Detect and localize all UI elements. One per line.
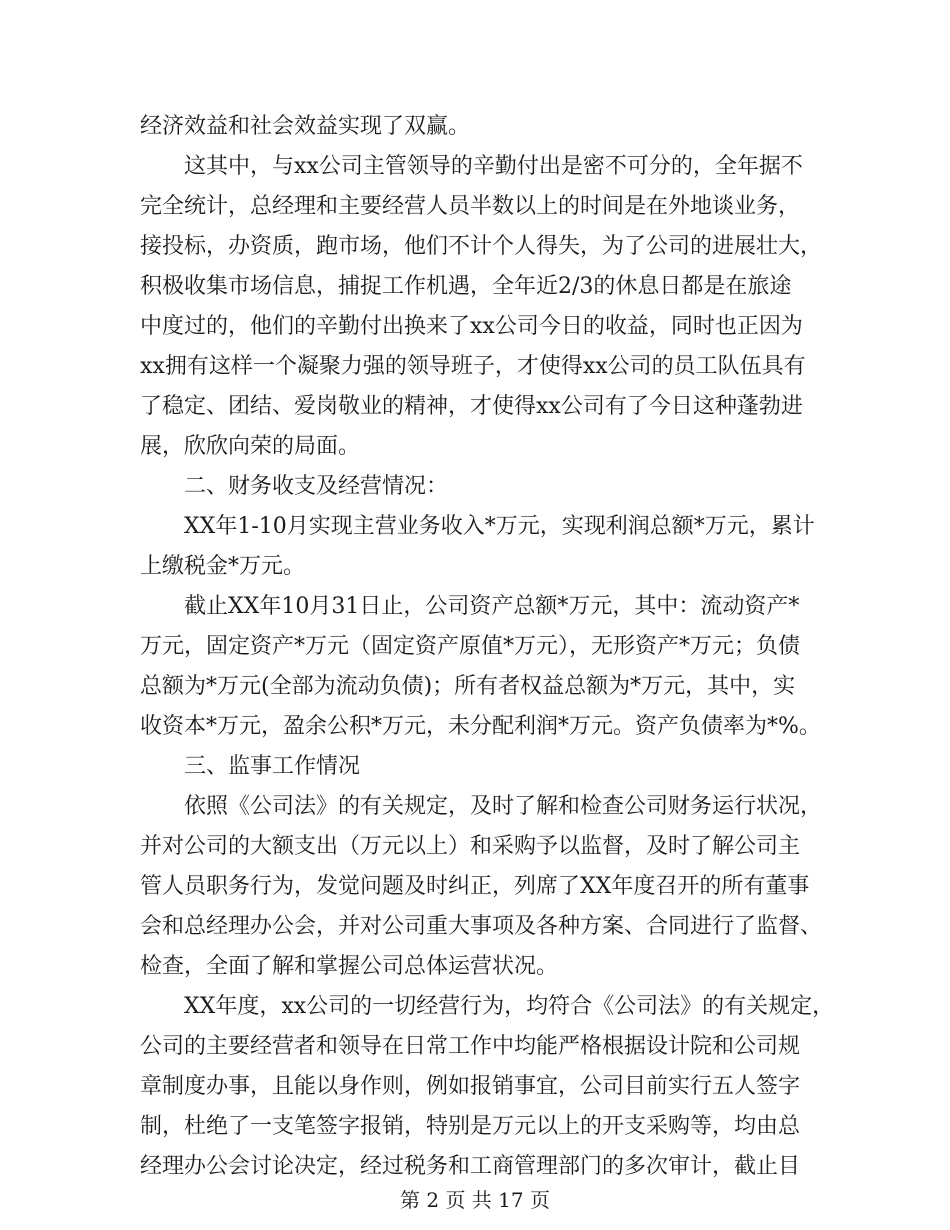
text-line: 制，杜绝了一支笔签字报销，特别是万元以上的开支采购等，均由总 [140,1114,801,1139]
text-line: 这其中，与xx公司主管领导的辛勤付出是密不可分的，全年据不 [184,154,803,179]
text-line: 收资本*万元，盈余公积*万元，未分配利润*万元。资产负债率为*%。 [140,714,821,739]
text-line: xx拥有这样一个凝聚力强的领导班子，才使得xx公司的员工队伍具有 [140,354,806,379]
text-line: 总额为*万元(全部为流动负债)；所有者权益总额为*万元，其中，实 [140,674,796,699]
text-line: 完全统计，总经理和主要经营人员半数以上的时间是在外地谈业务， [140,194,801,219]
text-line: 经理办公会讨论决定，经过税务和工商管理部门的多次审计，截止目 [140,1154,801,1179]
section-heading: 二、财务收支及经营情况： [184,474,449,499]
text-line: 公司的主要经营者和领导在日常工作中均能严格根据设计院和公司规 [140,1034,801,1059]
page-number-footer: 第 2 页 共 17 页 [400,1188,550,1212]
text-line: 展，欣欣向荣的局面。 [140,434,361,459]
text-line: 万元，固定资产*万元（固定资产原值*万元），无形资产*万元；负债 [140,634,801,659]
section-heading: 三、监事工作情况 [184,754,361,779]
text-line: 了稳定、团结、爱岗敬业的精神，才使得xx公司有了今日这种蓬勃进 [140,394,803,419]
text-line: 会和总经理办公会，并对公司重大事项及各种方案、合同进行了监督、 [140,914,823,939]
text-line: XX年度，xx公司的一切经营行为，均符合《公司法》的有关规定， [184,994,835,1019]
text-line: 管人员职务行为，发觉问题及时纠正，列席了XX年度召开的所有董事 [140,874,810,899]
text-line: 上缴税金*万元。 [140,554,306,579]
text-line: 中度过的，他们的辛勤付出换来了xx公司今日的收益，同时也正因为 [140,314,803,339]
text-line: 检查，全面了解和掌握公司总体运营状况。 [140,954,559,979]
text-line: 截止XX年10月31日止，公司资产总额*万元，其中：流动资产* [184,594,800,619]
text-line: 经济效益和社会效益实现了双赢。 [140,114,471,139]
text-line: XX年1-10月实现主营业务收入*万元，实现利润总额*万元，累计 [184,514,815,539]
text-line: 依照《公司法》的有关规定，及时了解和检查公司财务运行状况， [184,794,823,819]
text-line: 并对公司的大额支出（万元以上）和采购予以监督，及时了解公司主 [140,834,801,859]
text-line: 积极收集市场信息，捕捉工作机遇，全年近2/3的休息日都是在旅途 [140,274,792,299]
text-line: 接投标，办资质，跑市场，他们不计个人得失，为了公司的进展壮大， [140,234,823,259]
text-line: 章制度办事，且能以身作则，例如报销事宜，公司目前实行五人签字 [140,1074,801,1099]
